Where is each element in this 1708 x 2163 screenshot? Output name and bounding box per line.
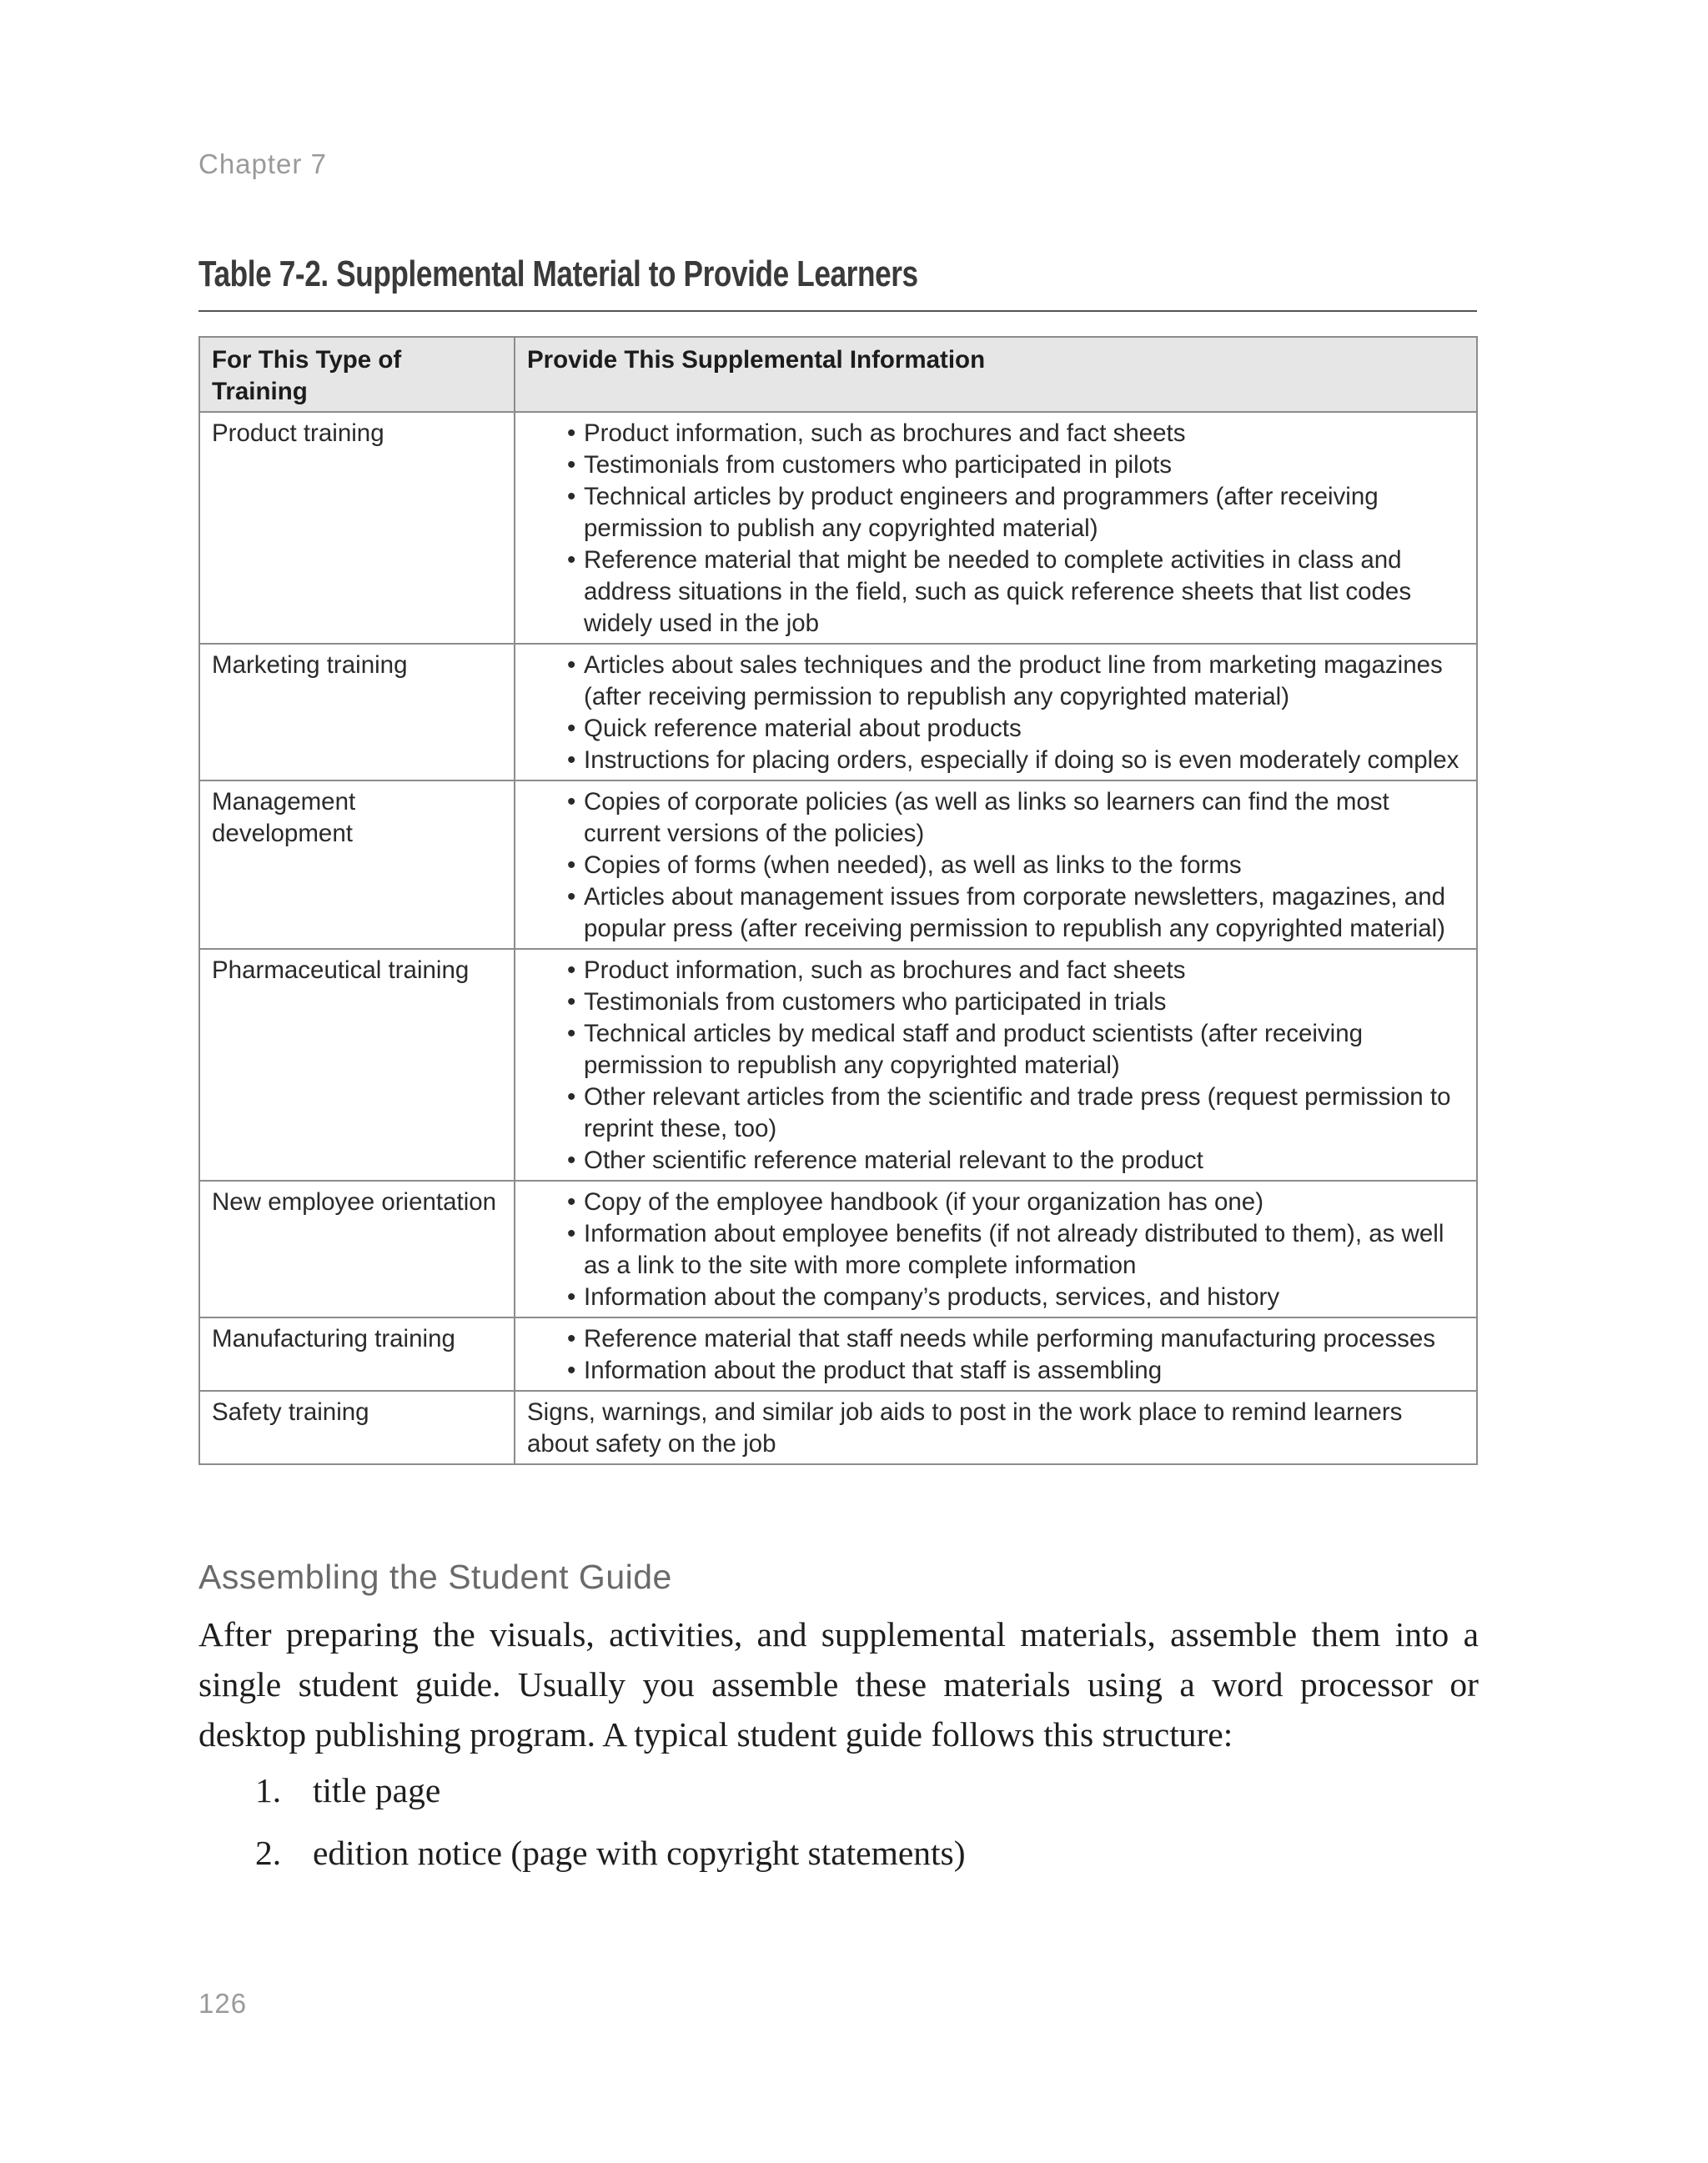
page-number: 126 <box>198 1988 248 2019</box>
supplemental-info-cell <box>515 412 1477 644</box>
supplemental-material-table <box>198 336 1478 1465</box>
list-text: edition notice (page with copyright statements) <box>313 1834 966 1872</box>
bullet-text: Testimonials from customers who participated in pilots <box>584 451 1173 479</box>
bullet-text: Information about the company’s products, services, and history <box>584 1283 1280 1311</box>
bullet-text: Copies of corporate policies (as well as links so learners can find the most current versions of the policies) <box>584 788 1389 847</box>
table-row <box>199 949 1477 1181</box>
list-item: • Testimonials from customers who participated in trials <box>567 988 1167 1016</box>
list-item: • Testimonials from customers who participated in pilots <box>567 451 1173 479</box>
bullet-text: Quick reference material about products <box>584 715 1022 742</box>
list-item: • Reference material that staff needs while performing manufacturing processes <box>567 1325 1436 1353</box>
bullet-text: Articles about sales techniques and the product line from marketing magazines (after receiving permission to republish any copyrighted material) <box>584 651 1443 710</box>
table-row <box>199 644 1477 780</box>
list-item: • Quick reference material about products <box>567 715 1022 742</box>
list-item: • Copy of the employee handbook (if your organization has one) <box>567 1188 1264 1216</box>
list-number: 2. <box>255 1834 282 1872</box>
list-item: • Technical articles by product engineers and programmers (after receiving permission to publish any copyrighted material) <box>567 483 1379 542</box>
list-item: • Copies of forms (when needed), as well as links to the forms <box>567 851 1242 879</box>
column-header-training-type: For This Type of Training <box>199 337 515 412</box>
table-row <box>199 1317 1477 1391</box>
bullet-text: Product information, such as brochures and fact sheets <box>584 956 1186 984</box>
bullet-text: Technical articles by medical staff and product scientists (after receiving permission to republish any copyrighted material) <box>584 1020 1364 1079</box>
supplemental-info-cell <box>515 1181 1477 1317</box>
running-head: Chapter 7 <box>198 148 327 179</box>
table-row <box>199 1391 1477 1464</box>
list-item: • Copies of corporate policies (as well as links so learners can find the most current versions of the policies) <box>567 788 1389 847</box>
bullet-text: Articles about management issues from corporate newsletters, magazines, and popular press (after receiving permission to republish any copyrighted material) <box>584 883 1446 942</box>
supplemental-info-cell <box>515 1317 1477 1391</box>
bullet-text: Information about the product that staff is assembling <box>584 1357 1163 1384</box>
table-row <box>199 780 1477 949</box>
list-item <box>198 1759 1479 1822</box>
table-row <box>199 412 1477 644</box>
bullet-text: Copy of the employee handbook (if your organization has one) <box>584 1188 1264 1216</box>
training-type-cell: Safety training <box>199 1391 515 1464</box>
supplemental-info-cell <box>515 644 1477 780</box>
list-item: • Technical articles by medical staff and product scientists (after receiving permission to republish any copyrighted material) <box>567 1020 1364 1079</box>
bullet-text: Testimonials from customers who participated in trials <box>584 988 1167 1016</box>
bullet-text: Information about employee benefits (if not already distributed to them), as well as a link to the site with more complete information <box>584 1220 1444 1279</box>
bullet-text: Instructions for placing orders, especially if doing so is even moderately complex <box>584 746 1459 774</box>
list-item: • Information about employee benefits (if not already distributed to them), as well as a link to the site with more complete information <box>567 1220 1444 1279</box>
column-header-supplemental-info: Provide This Supplemental Information <box>515 337 1477 412</box>
list-item: • Product information, such as brochures and fact sheets <box>567 419 1186 447</box>
supplemental-info-cell <box>515 949 1477 1181</box>
table-title: Table 7-2. Supplemental Material to Provide Learners <box>198 253 918 294</box>
structure-list <box>198 1759 1479 1884</box>
bullet-text: Technical articles by product engineers and programmers (after receiving permission to publish any copyrighted material) <box>584 483 1379 542</box>
body-paragraph: After preparing the visuals, activities, and supplemental materials, assemble them into a single student guide. Usually you assemble these materials using a word processor or desktop publishing program. A typical student guide follows this structure: <box>198 1615 1479 1754</box>
training-type-cell: Pharmaceutical training <box>199 949 515 1181</box>
list-item: • Product information, such as brochures and fact sheets <box>567 956 1186 984</box>
bullet-text: Reference material that staff needs while performing manufacturing processes <box>584 1325 1436 1353</box>
supplemental-info-cell: Signs, warnings, and similar job aids to post in the work place to remind learners about safety on the job <box>515 1391 1477 1464</box>
training-type-cell: Product training <box>199 412 515 644</box>
list-item: • Information about the product that staff is assembling <box>567 1357 1163 1384</box>
section-heading: Assembling the Student Guide <box>198 1558 672 1596</box>
title-rule <box>198 310 1477 312</box>
bullet-text: Product information, such as brochures and fact sheets <box>584 419 1186 447</box>
training-type-cell: Manufacturing training <box>199 1317 515 1391</box>
training-type-cell: New employee orientation <box>199 1181 515 1317</box>
list-item: • Other scientific reference material relevant to the product <box>567 1147 1203 1174</box>
bullet-text: Copies of forms (when needed), as well as links to the forms <box>584 851 1242 879</box>
bullet-text: Reference material that might be needed to complete activities in class and address situations in the field, such as quick reference sheets that list codes widely used in the job <box>584 546 1412 637</box>
training-type-cell: Marketing training <box>199 644 515 780</box>
list-number: 1. <box>255 1771 282 1809</box>
list-item: • Information about the company’s products, services, and history <box>567 1283 1280 1311</box>
list-item: • Other relevant articles from the scientific and trade press (request permission to reprint these, too) <box>567 1083 1451 1142</box>
list-item: • Reference material that might be needed to complete activities in class and address situations in the field, such as quick reference sheets that list codes widely used in the job <box>567 546 1412 637</box>
bullet-text: Other scientific reference material relevant to the product <box>584 1147 1203 1174</box>
training-type-cell: Management development <box>199 780 515 949</box>
list-item: • Articles about sales techniques and the product line from marketing magazines (after receiving permission to republish any copyrighted material) <box>567 651 1443 710</box>
list-text: title page <box>313 1771 441 1809</box>
list-item: • Articles about management issues from corporate newsletters, magazines, and popular press (after receiving permission to republish any copyrighted material) <box>567 883 1446 942</box>
list-item: • Instructions for placing orders, especially if doing so is even moderately complex <box>567 746 1459 774</box>
list-item <box>198 1822 1479 1884</box>
table-header-row <box>199 337 1477 412</box>
supplemental-info-cell <box>515 780 1477 949</box>
table-row <box>199 1181 1477 1317</box>
bullet-text: Other relevant articles from the scientific and trade press (request permission to reprint these, too) <box>584 1083 1451 1142</box>
